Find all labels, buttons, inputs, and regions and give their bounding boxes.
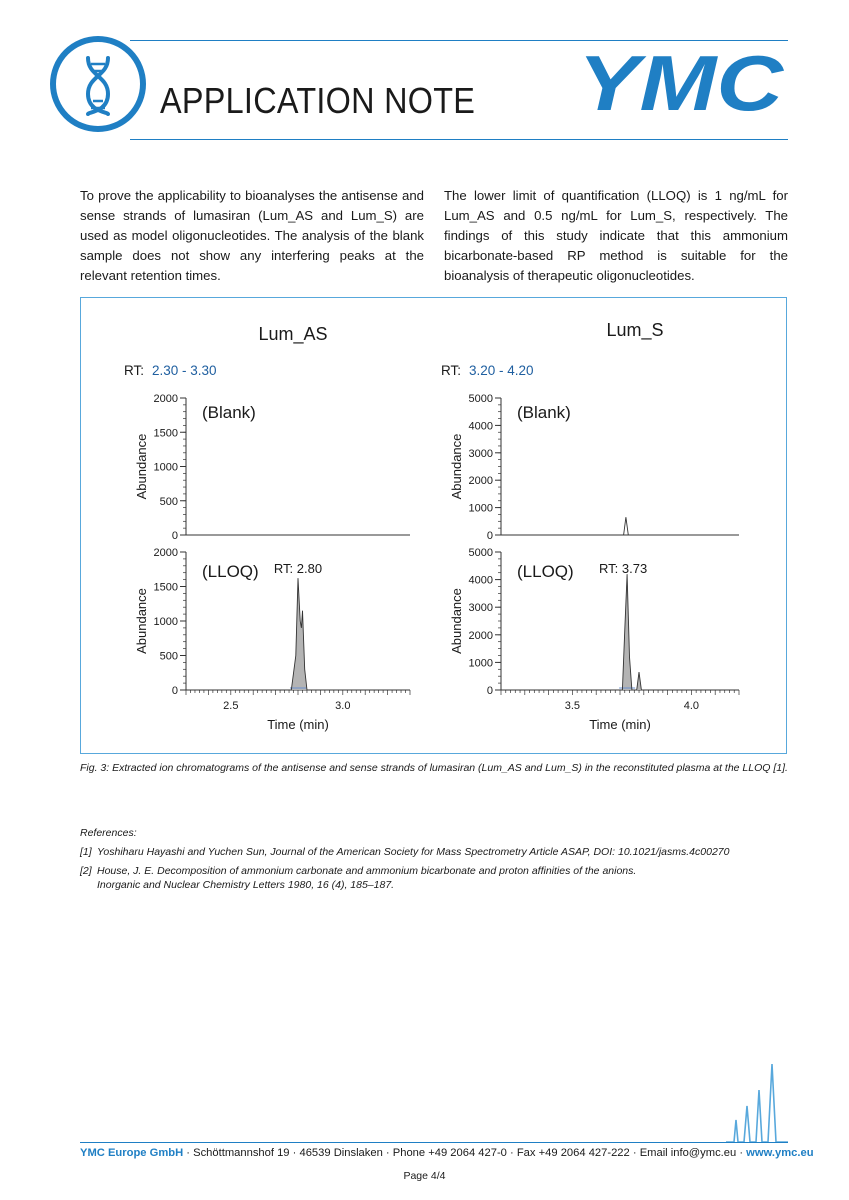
panel-label: (Blank)	[202, 403, 256, 422]
rt-range: 3.20 - 4.20	[469, 363, 534, 378]
svg-text:YMC: YMC	[578, 50, 785, 120]
footer-peaks-graphic	[726, 1060, 788, 1149]
peak-rt-annotation: RT: 2.80	[273, 561, 323, 576]
y-tick-label: 5000	[468, 393, 493, 405]
y-tick-label: 4000	[468, 574, 493, 587]
header-rule-top	[130, 40, 788, 41]
y-tick-label: 1000	[468, 502, 493, 515]
x-axis-label: Time (min)	[267, 717, 329, 732]
footer-rule	[80, 1142, 788, 1143]
x-tick-label: 3.5	[564, 700, 581, 712]
y-tick-label: 2000	[468, 475, 493, 488]
chromatogram-trace	[501, 517, 739, 535]
rt-label: RT:	[124, 363, 145, 378]
reference-text: House, J. E. Decomposition of ammonium carbonate and ammonium bicarbonate and proton affinities of the anions.	[97, 865, 637, 877]
reference-text: Yoshiharu Hayashi and Yuchen Sun, Journal of the American Society for Mass Spectrometry Article ASAP, DOI: 10.1021/jasms.4c00270	[97, 846, 730, 858]
chromatogram-trace	[501, 574, 739, 690]
reference-number: [2]	[80, 865, 92, 877]
y-tick-label: 2000	[153, 393, 178, 405]
y-tick-label: 2000	[468, 629, 493, 642]
footer-website-link[interactable]: www.ymc.eu	[746, 1147, 814, 1159]
peak-area	[186, 578, 410, 690]
y-tick-label: 1000	[153, 616, 178, 628]
reference-item	[80, 864, 800, 892]
y-tick-label: 1000	[153, 461, 178, 474]
ymc-logo	[578, 50, 788, 125]
chromatogram-chart	[80, 297, 787, 754]
y-tick-label: 0	[486, 530, 493, 542]
y-tick-label: 3000	[468, 602, 493, 615]
intro-paragraph-left: To prove the applicability to bioanalyses the antisense and sense strands of lumasiran (Lum_AS and Lum_S) are used as model oligonucleotides. The analysis of the blank sample does not show any interfering peaks at the relevant retention times.	[80, 188, 424, 283]
y-axis-label: Abundance	[449, 433, 464, 500]
y-tick-label: 5000	[468, 547, 493, 559]
y-tick-label: 3000	[468, 447, 493, 460]
y-tick-label: 1000	[468, 657, 493, 670]
x-axis-label: Time (min)	[589, 717, 651, 732]
y-axis-label: Abundance	[134, 588, 149, 654]
y-axis-label: Abundance	[449, 588, 464, 654]
panel-label: (Blank)	[517, 403, 571, 422]
reference-item	[80, 845, 800, 859]
rt-label: RT:	[441, 363, 462, 378]
y-axis-label: Abundance	[134, 433, 149, 500]
x-tick-label: 4.0	[683, 700, 700, 712]
rt-range: 2.30 - 3.30	[152, 363, 217, 378]
page-title: APPLICATION NOTE	[160, 80, 476, 121]
y-tick-label: 0	[171, 530, 178, 542]
chart-title: Lum_AS	[258, 324, 328, 344]
intro-paragraph-right: The lower limit of quantification (LLOQ) is 1 ng/mL for Lum_AS and 0.5 ng/mL for Lum_S, respectively. The findings of this study indicate that this ammonium bicarbonate-based RP method is suitable for the bioanalysis of therapeutic oligonucleotides.	[444, 188, 788, 283]
panel-label: (LLOQ)	[517, 562, 574, 581]
y-tick-label: 0	[171, 685, 178, 697]
y-tick-label: 0	[486, 685, 493, 697]
figure-caption: Fig. 3: Extracted ion chromatograms of the antisense and sense strands of lumasiran (Lum_AS and Lum_S) in the reconstituted plasma at the LLOQ [1].	[80, 762, 788, 774]
y-tick-label: 500	[159, 495, 178, 508]
panel-label: (LLOQ)	[202, 562, 259, 581]
x-tick-label: 2.5	[223, 700, 239, 712]
y-tick-label: 500	[159, 650, 178, 663]
page-number: Page 4/4	[403, 1170, 446, 1182]
references-title: References:	[80, 827, 137, 839]
reference-text-continued: Inorganic and Nuclear Chemistry Letters 1980, 16 (4), 185–187.	[97, 879, 395, 891]
y-tick-label: 1500	[153, 427, 178, 440]
footer-address: · Schöttmannshof 19 · 46539 Dinslaken · Phone +49 2064 427-0 · Fax +49 2064 427-222 · Email info@ymc.eu ·	[183, 1147, 747, 1159]
y-tick-label: 1500	[153, 581, 178, 594]
footer-contact	[80, 1147, 814, 1159]
y-tick-label: 2000	[153, 547, 178, 559]
header-rule-bottom	[130, 139, 788, 140]
chart-title: Lum_S	[606, 320, 664, 340]
y-tick-label: 4000	[468, 420, 493, 433]
dna-logo-icon	[50, 36, 146, 132]
footer-company: YMC Europe GmbH	[80, 1147, 184, 1159]
peak-area	[501, 574, 739, 690]
x-tick-label: 3.0	[335, 700, 351, 712]
peak-rt-annotation: RT: 3.73	[599, 561, 648, 576]
reference-number: [1]	[80, 846, 92, 858]
